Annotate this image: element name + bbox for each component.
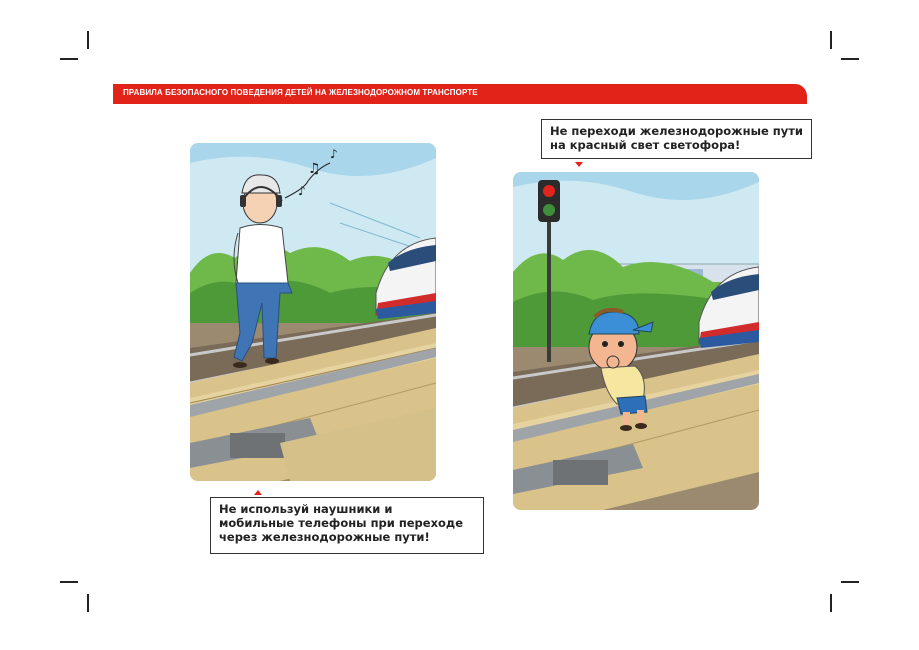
right-illustration: [513, 172, 759, 510]
svg-text:♪: ♪: [330, 147, 338, 161]
header-bar: [113, 84, 807, 104]
svg-text:♪: ♪: [298, 184, 306, 198]
caption-pointer: [254, 490, 262, 495]
header-title: ПРАВИЛА БЕЗОПАСНОГО ПОВЕДЕНИЯ ДЕТЕЙ НА ЖЕЛЕЗНОДОРОЖНОМ ТРАНСПОРТЕ: [123, 88, 478, 97]
left-caption: [210, 497, 484, 554]
left-illustration: [190, 143, 436, 481]
right-caption: [541, 119, 812, 159]
caption-line: на красный свет светофора!: [550, 138, 741, 152]
caption-line: через железнодорожные пути!: [219, 530, 430, 544]
caption-pointer: [575, 162, 583, 167]
crop-mark: [830, 31, 832, 49]
caption-line: Не переходи железнодорожные пути: [550, 124, 803, 138]
caption-line: мобильные телефоны при переходе: [219, 516, 463, 530]
crop-mark: [87, 31, 89, 49]
crop-mark: [841, 581, 859, 583]
crop-mark: [60, 581, 78, 583]
svg-text:♫: ♫: [308, 161, 321, 177]
crop-mark: [830, 594, 832, 612]
caption-line: Не используй наушники и: [219, 502, 393, 516]
crop-mark: [841, 58, 859, 60]
crop-mark: [60, 58, 78, 60]
crop-mark: [87, 594, 89, 612]
